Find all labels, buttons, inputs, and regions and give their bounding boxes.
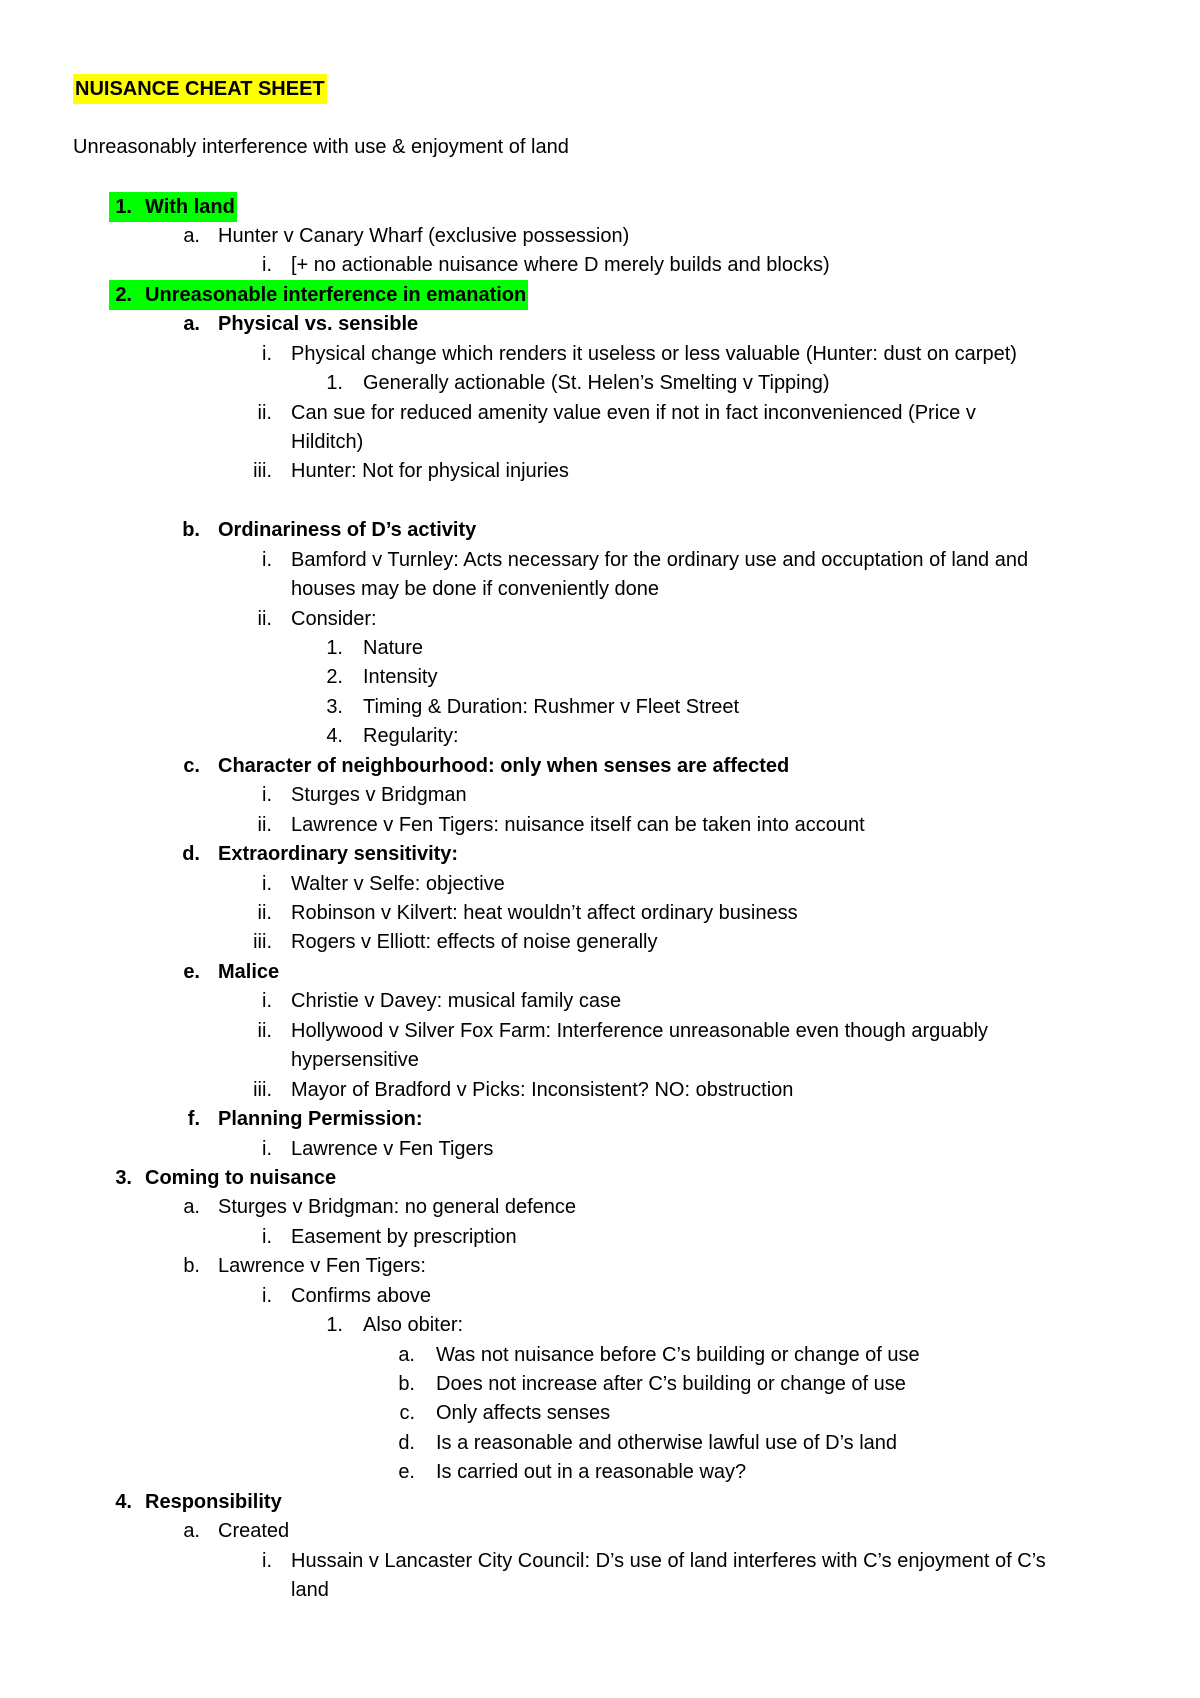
list-marker: a. — [183, 1520, 200, 1542]
list-item-text: Easement by prescription — [291, 1226, 517, 1248]
list-item-text: Sturges v Bridgman: no general defence — [218, 1196, 576, 1218]
list-item-text: Responsibility — [145, 1491, 282, 1513]
list-marker: i. — [262, 1550, 272, 1572]
list-item-text: Sturges v Bridgman — [291, 784, 467, 806]
list-item-text: Robinson v Kilvert: heat wouldn’t affect ordinary business — [291, 902, 798, 924]
list-marker: 2. — [115, 284, 132, 306]
list-item-text: Hollywood v Silver Fox Farm: Interference unreasonable even though arguably — [291, 1020, 989, 1042]
list-marker: i. — [262, 254, 272, 276]
list-marker: i. — [262, 1138, 272, 1160]
list-marker: 3. — [326, 696, 343, 718]
list-marker: ii. — [257, 814, 272, 836]
list-item-text: Was not nuisance before C’s building or change of use — [436, 1344, 920, 1366]
list-item-text: Physical vs. sensible — [218, 313, 419, 335]
list-marker: iii. — [253, 1079, 272, 1101]
list-item-text: Lawrence v Fen Tigers: — [218, 1255, 426, 1277]
list-item-text: Lawrence v Fen Tigers — [291, 1138, 494, 1160]
list-item-text: Planning Permission: — [218, 1108, 423, 1130]
list-item-text: Ordinariness of D’s activity — [218, 519, 477, 541]
list-item-text: Regularity: — [363, 725, 459, 747]
list-marker: a. — [398, 1344, 415, 1366]
list-item-text: [+ no actionable nuisance where D merely builds and blocks) — [291, 254, 830, 276]
list-item-text: Is a reasonable and otherwise lawful use of D’s land — [436, 1432, 898, 1454]
list-marker: 4. — [326, 725, 343, 747]
list-item-text: Bamford v Turnley: Acts necessary for the ordinary use and occuptation of land and — [291, 549, 1029, 571]
list-item-text: Character of neighbourhood: only when senses are affected — [218, 755, 790, 777]
list-marker: b. — [398, 1373, 415, 1395]
list-marker: b. — [182, 519, 200, 541]
list-item-text: Malice — [218, 961, 280, 983]
list-marker: i. — [262, 1285, 272, 1307]
list-marker: a. — [183, 225, 200, 247]
list-marker: iii. — [253, 931, 272, 953]
list-marker: 2. — [326, 666, 343, 688]
list-marker: 1. — [115, 196, 132, 218]
list-item-text: Mayor of Bradford v Picks: Inconsistent? NO: obstruction — [291, 1079, 794, 1101]
list-marker: d. — [398, 1432, 415, 1454]
list-marker: i. — [262, 784, 272, 806]
list-item-text: Confirms above — [291, 1285, 432, 1307]
list-item-text: Can sue for reduced amenity value even if not in fact inconvenienced (Price v — [291, 402, 976, 424]
list-item-text: Created — [218, 1520, 290, 1542]
list-item-text: Unreasonable interference in emanation — [145, 284, 527, 306]
list-marker: b. — [183, 1255, 200, 1277]
list-marker: 1. — [326, 1314, 343, 1336]
list-item-text: Only affects senses — [436, 1402, 611, 1424]
list-marker: e. — [398, 1461, 415, 1483]
list-marker: a. — [183, 1196, 200, 1218]
list-marker: e. — [183, 961, 200, 983]
list-marker: i. — [262, 343, 272, 365]
list-marker: iii. — [253, 460, 272, 482]
list-item-text: Is carried out in a reasonable way? — [436, 1461, 747, 1483]
list-item-text: Hunter v Canary Wharf (exclusive possession) — [218, 225, 630, 247]
list-item-text: land — [291, 1579, 329, 1601]
list-marker: ii. — [257, 1020, 272, 1042]
list-marker: 1. — [326, 637, 343, 659]
list-item-text: Generally actionable (St. Helen’s Smelting v Tipping) — [363, 372, 830, 394]
list-item-text: Timing & Duration: Rushmer v Fleet Street — [363, 696, 740, 718]
list-item-text: Extraordinary sensitivity: — [218, 843, 459, 865]
list-item-text: Physical change which renders it useless or less valuable (Hunter: dust on carpet) — [291, 343, 1017, 365]
list-marker: c. — [183, 755, 200, 777]
list-item-text: houses may be done if conveniently done — [291, 578, 660, 600]
list-item-text: Hussain v Lancaster City Council: D’s use of land interferes with C’s enjoyment of C’s — [291, 1550, 1046, 1572]
list-marker: c. — [399, 1402, 415, 1424]
list-item-text: Rogers v Elliott: effects of noise generally — [291, 931, 658, 953]
page-subtitle: Unreasonably interference with use & enjoyment of land — [73, 136, 569, 158]
list-item-text: Hilditch) — [291, 431, 364, 453]
list-item-text: Hunter: Not for physical injuries — [291, 460, 569, 482]
list-item-text: Consider: — [291, 608, 377, 630]
list-item-text: Does not increase after C’s building or change of use — [436, 1373, 906, 1395]
page-title: NUISANCE CHEAT SHEET — [73, 74, 327, 104]
list-item-text: Coming to nuisance — [145, 1167, 337, 1189]
list-marker: i. — [262, 873, 272, 895]
list-marker: d. — [182, 843, 200, 865]
list-item-text: With land — [145, 196, 235, 218]
list-marker: 1. — [326, 372, 343, 394]
list-item-text: Walter v Selfe: objective — [291, 873, 505, 895]
list-marker: a. — [183, 313, 200, 335]
list-marker: 3. — [115, 1167, 132, 1189]
list-marker: ii. — [257, 402, 272, 424]
list-marker: ii. — [257, 902, 272, 924]
list-marker: i. — [262, 990, 272, 1012]
list-marker: f. — [187, 1108, 200, 1130]
list-item-text: Nature — [363, 637, 424, 659]
list-item-text: hypersensitive — [291, 1049, 419, 1071]
list-item-text: Intensity — [363, 666, 438, 688]
list-item-text: Also obiter: — [363, 1314, 464, 1336]
list-marker: 4. — [115, 1491, 132, 1513]
list-marker: i. — [262, 1226, 272, 1248]
list-item-text: Lawrence v Fen Tigers: nuisance itself can be taken into account — [291, 814, 865, 836]
list-marker: ii. — [257, 608, 272, 630]
list-item-text: Christie v Davey: musical family case — [291, 990, 622, 1012]
list-marker: i. — [262, 549, 272, 571]
